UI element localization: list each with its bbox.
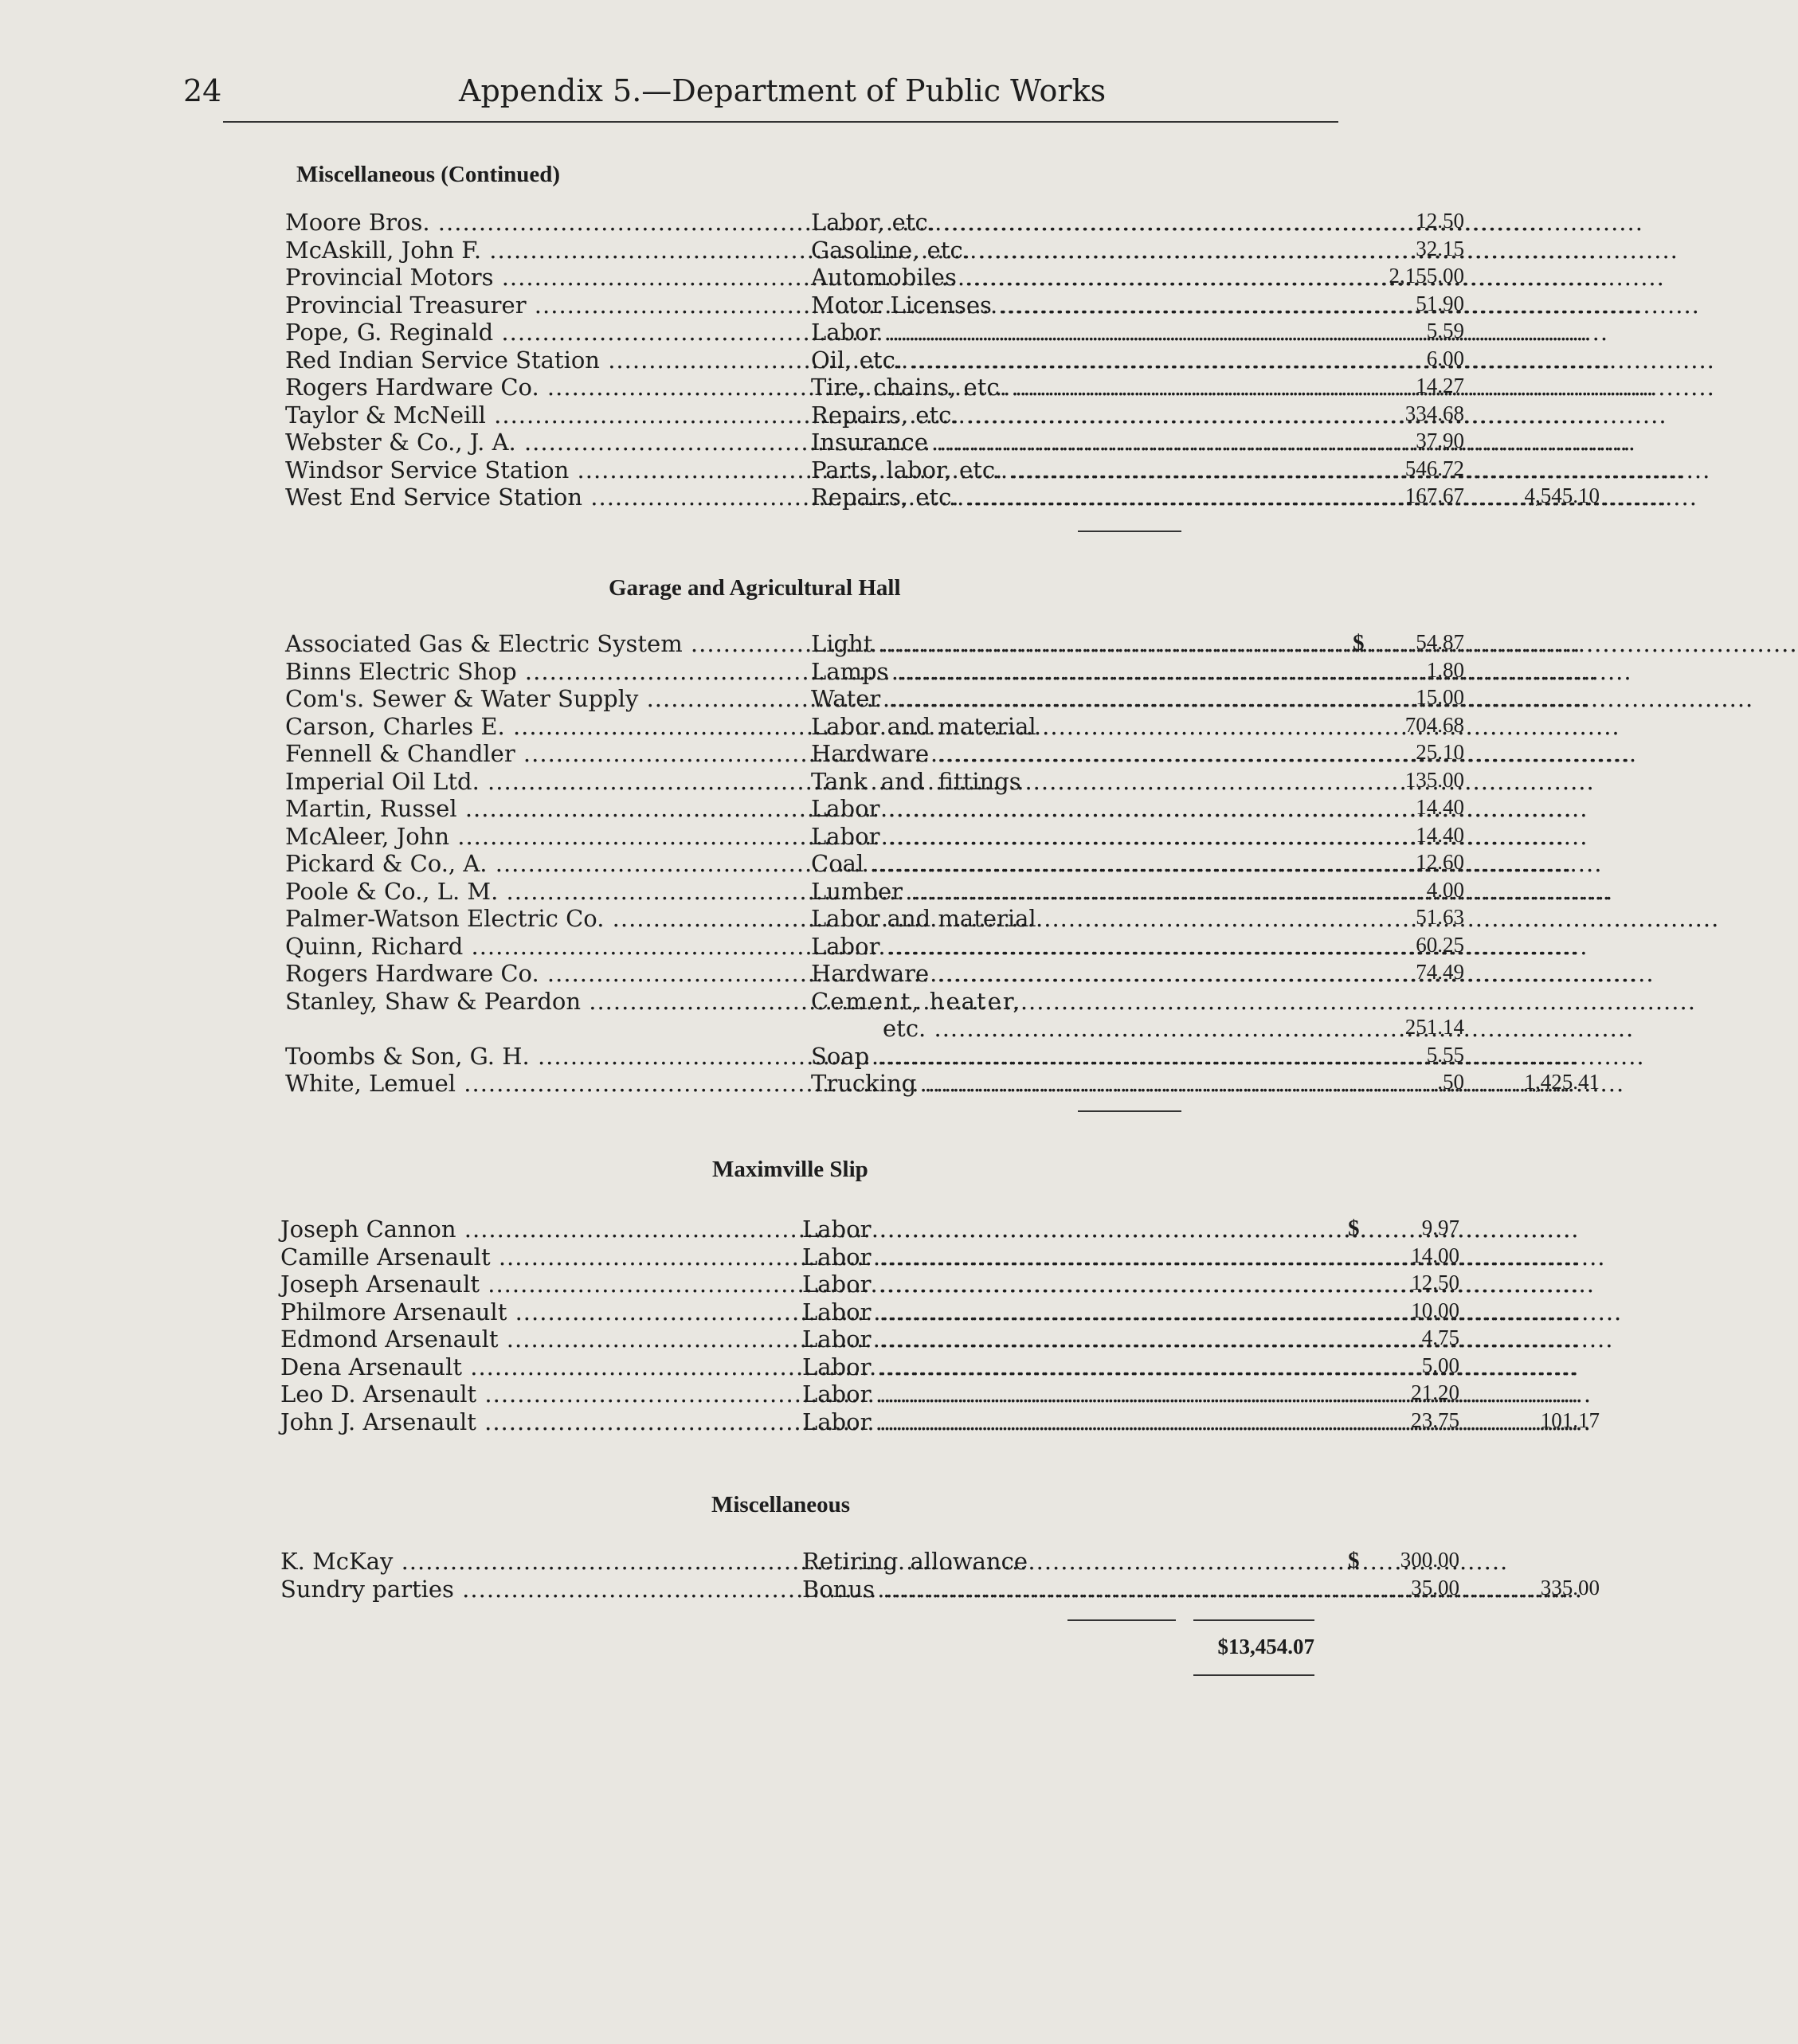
section-title-misc: Miscellaneous	[711, 1492, 850, 1517]
payee: Associated Gas & Electric System .....	[285, 630, 803, 657]
section-garage	[285, 630, 1600, 1098]
item: Labor and material	[811, 905, 1036, 932]
payee: Philmore Arsenault .....	[280, 1298, 798, 1325]
item: Motor Licenses .....	[811, 292, 1321, 319]
ledger-row	[285, 1070, 1600, 1098]
ledger-row	[285, 319, 1464, 347]
amount: 334.68	[1404, 401, 1464, 425]
ledger-row	[280, 1548, 1459, 1576]
amount: 54.87	[1416, 630, 1464, 654]
payee: Windsor Service Station .....	[285, 456, 803, 484]
amount: 51.63	[1416, 905, 1464, 929]
ledger-row	[285, 484, 1600, 511]
amount: 4.00	[1426, 877, 1464, 902]
payee: Pope, G. Reginald .....	[285, 319, 803, 346]
amount: 135.00	[1404, 767, 1464, 792]
amount: 12.50	[1416, 209, 1464, 233]
section-total: 1,425.41	[1524, 1070, 1600, 1094]
payee: White, Lemuel .....	[285, 1070, 803, 1097]
payee: Martin, Russel .....	[285, 795, 803, 822]
payee: Stanley, Shaw & Peardon .....	[285, 988, 803, 1015]
amount: 51.90	[1416, 291, 1464, 315]
item: Lumber .....	[811, 878, 1321, 905]
section-total: 335.00	[1540, 1575, 1600, 1600]
item: Automobiles .....	[811, 264, 1321, 291]
amount: 12.60	[1416, 850, 1464, 874]
page-number: 24	[183, 73, 222, 108]
item: Repairs, etc. .....	[811, 484, 1321, 511]
item: Labor, etc. .....	[811, 209, 1321, 236]
subtotal-rule	[1067, 1619, 1176, 1621]
item: Labor .....	[802, 1325, 1312, 1353]
header-rule	[223, 121, 1338, 123]
amount: 167.67	[1404, 484, 1464, 507]
payee: McAleer, John .....	[285, 823, 803, 850]
amount: 5.59	[1426, 319, 1464, 343]
ledger-row	[280, 1380, 1459, 1408]
running-title: Appendix 5.—Department of Public Works	[459, 73, 1107, 108]
item: Cement, heater,	[811, 987, 1022, 1015]
payee: Imperial Oil Ltd. .....	[285, 768, 803, 795]
payee: Sundry parties .....	[280, 1576, 798, 1603]
payee: Webster & Co., J. A. .....	[285, 429, 803, 456]
item: Repairs, etc. .....	[811, 401, 1321, 429]
item: Parts, labor, etc. .....	[811, 456, 1321, 484]
amount: 9.97	[1421, 1216, 1459, 1239]
ledger-row	[285, 209, 1464, 237]
item: Labor .....	[802, 1243, 1312, 1271]
item: Tire, chains, etc. .....	[811, 374, 1321, 401]
ledger-row	[285, 236, 1464, 264]
subtotal-rule	[1078, 1110, 1181, 1112]
amount: 32.15	[1416, 236, 1464, 260]
amount: 251.14	[1404, 1015, 1464, 1039]
section-total: 4,545.10	[1524, 484, 1600, 507]
section-misc	[280, 1548, 1600, 1603]
ledger-row	[285, 291, 1464, 319]
item: Trucking .....	[811, 1070, 1321, 1097]
amount: .50	[1437, 1070, 1464, 1094]
ledger-row	[280, 1353, 1459, 1381]
amount: 74.49	[1416, 960, 1464, 984]
ledger-row	[285, 877, 1464, 906]
ledger-row	[285, 905, 1464, 933]
payee: Leo D. Arsenault .....	[280, 1380, 798, 1408]
ledger-row	[285, 1015, 1464, 1043]
amount: 5.00	[1421, 1353, 1459, 1377]
amount: 6.00	[1426, 346, 1464, 370]
amount: 37.90	[1416, 429, 1464, 452]
payee: Carson, Charles E. .....	[285, 713, 803, 740]
item: Insurance .....	[811, 429, 1321, 456]
item: Labor and material	[811, 712, 1036, 740]
ledger-row	[285, 988, 1321, 1016]
item: Labor .....	[802, 1353, 1312, 1380]
payee: K. McKay .....	[280, 1548, 798, 1575]
section-title-maximville: Maximville Slip	[712, 1157, 868, 1182]
ledger-row	[285, 932, 1464, 961]
section-total: 101.17	[1540, 1408, 1600, 1432]
payee: Provincial Treasurer .....	[285, 292, 803, 319]
section-maximville	[280, 1216, 1600, 1435]
ledger-row	[285, 657, 1464, 686]
payee: Provincial Motors .....	[285, 264, 803, 291]
amount: 35.00	[1411, 1575, 1459, 1600]
grand-total-rule	[1193, 1674, 1314, 1676]
payee: Camille Arsenault .....	[280, 1243, 798, 1271]
item: Gasoline, etc. .....	[811, 237, 1321, 264]
amount: 546.72	[1404, 456, 1464, 480]
ledger-row	[285, 960, 1464, 988]
payee: McAskill, John F. .....	[285, 237, 803, 264]
ledger-row	[285, 1042, 1464, 1071]
payee: Poole & Co., L. M. .....	[285, 878, 803, 905]
amount: 2,155.00	[1389, 264, 1464, 288]
item: Water .....	[811, 685, 1321, 712]
ledger-row	[280, 1298, 1459, 1326]
ledger-row	[285, 712, 1464, 741]
amount: 4.75	[1421, 1325, 1459, 1349]
amount: 1.80	[1426, 657, 1464, 682]
item: Labor .....	[802, 1380, 1312, 1408]
amount: 15.00	[1416, 685, 1464, 709]
payee: Fennell & Chandler .....	[285, 740, 803, 767]
amount: 704.68	[1404, 712, 1464, 737]
item: Labor .....	[802, 1298, 1312, 1325]
ledger-row	[285, 264, 1464, 292]
ledger-row	[280, 1325, 1459, 1353]
item: Labor .....	[811, 319, 1321, 346]
ledger-row	[285, 685, 1464, 713]
payee: Binns Electric Shop .....	[285, 658, 803, 685]
payee: Quinn, Richard .....	[285, 933, 803, 960]
item: Labor .....	[811, 823, 1321, 850]
currency-symbol: $	[1348, 1216, 1360, 1241]
item: Labor .....	[802, 1271, 1312, 1298]
payee: Joseph Cannon .....	[280, 1216, 798, 1243]
payee: Edmond Arsenault .....	[280, 1325, 798, 1353]
payee: Taylor & McNeill .....	[285, 401, 803, 429]
ledger-row	[280, 1271, 1459, 1298]
payee: Red Indian Service Station .....	[285, 347, 803, 374]
currency-symbol: $	[1348, 1548, 1360, 1573]
ledger-row	[285, 850, 1464, 878]
payee: Rogers Hardware Co. .....	[285, 374, 803, 401]
ledger-row	[285, 429, 1464, 456]
ledger-row	[285, 740, 1464, 768]
item: Labor .....	[802, 1408, 1312, 1435]
amount: 23.75	[1411, 1408, 1459, 1432]
ledger-row	[285, 374, 1464, 401]
ledger-row	[280, 1243, 1459, 1271]
payee: West End Service Station .....	[285, 484, 803, 511]
item: Hardware .....	[811, 740, 1321, 767]
amount: 14.00	[1411, 1243, 1459, 1267]
item: Labor .....	[811, 933, 1321, 960]
section-title-misc-continued: Miscellaneous (Continued)	[296, 162, 561, 187]
ledger-row	[280, 1408, 1600, 1436]
item: Hardware .....	[811, 960, 1321, 987]
payee: Dena Arsenault .....	[280, 1353, 798, 1380]
item: Soap .....	[811, 1043, 1321, 1070]
item: Oil, etc. .....	[811, 347, 1321, 374]
payee: Moore Bros. .....	[285, 209, 803, 236]
item: Labor .....	[811, 795, 1321, 822]
section-misc-continued	[285, 209, 1600, 511]
ledger-row	[285, 795, 1464, 823]
amount: 10.00	[1411, 1298, 1459, 1322]
ledger-row	[285, 401, 1464, 429]
ledger-row	[285, 630, 1464, 658]
item: Retiring allowance	[802, 1548, 1028, 1575]
currency-symbol: $	[1353, 630, 1365, 656]
amount: 5.55	[1426, 1042, 1464, 1067]
ledger-row	[285, 822, 1464, 851]
item: Labor .....	[802, 1216, 1312, 1243]
ledger-row	[280, 1216, 1459, 1243]
amount: 21.20	[1411, 1380, 1459, 1404]
item: Light .....	[811, 630, 1321, 657]
ledger-row	[285, 456, 1464, 484]
payee: Pickard & Co., A. .....	[285, 850, 803, 877]
item: Coal .....	[811, 850, 1321, 877]
item: etc. .....	[883, 1015, 1321, 1042]
payee: Toombs & Son, G. H. .....	[285, 1043, 803, 1070]
amount: 14.27	[1416, 374, 1464, 397]
amount: 60.25	[1416, 932, 1464, 957]
amount: 300.00	[1400, 1548, 1459, 1572]
section-title-garage: Garage and Agricultural Hall	[609, 575, 901, 601]
grand-total: $13,454.07	[1217, 1635, 1314, 1658]
amount: 14.40	[1416, 822, 1464, 847]
ledger-row	[285, 767, 1464, 796]
payee: Rogers Hardware Co. .....	[285, 960, 803, 987]
subtotal-rule	[1078, 531, 1181, 532]
item: Bonus .....	[802, 1576, 1312, 1603]
payee: Com's. Sewer & Water Supply .....	[285, 685, 803, 712]
item: Tank and fittings	[811, 767, 1021, 795]
ledger-row	[285, 346, 1464, 374]
amount: 25.10	[1416, 740, 1464, 764]
amount: 12.50	[1411, 1271, 1459, 1294]
total-rule	[1193, 1619, 1314, 1621]
item: Lamps .....	[811, 658, 1321, 685]
ledger-row	[280, 1575, 1600, 1603]
payee: Joseph Arsenault .....	[280, 1271, 798, 1298]
page-header	[183, 73, 1330, 113]
payee: Palmer-Watson Electric Co. .....	[285, 905, 803, 932]
payee: John J. Arsenault .....	[280, 1408, 798, 1435]
amount: 14.40	[1416, 795, 1464, 819]
